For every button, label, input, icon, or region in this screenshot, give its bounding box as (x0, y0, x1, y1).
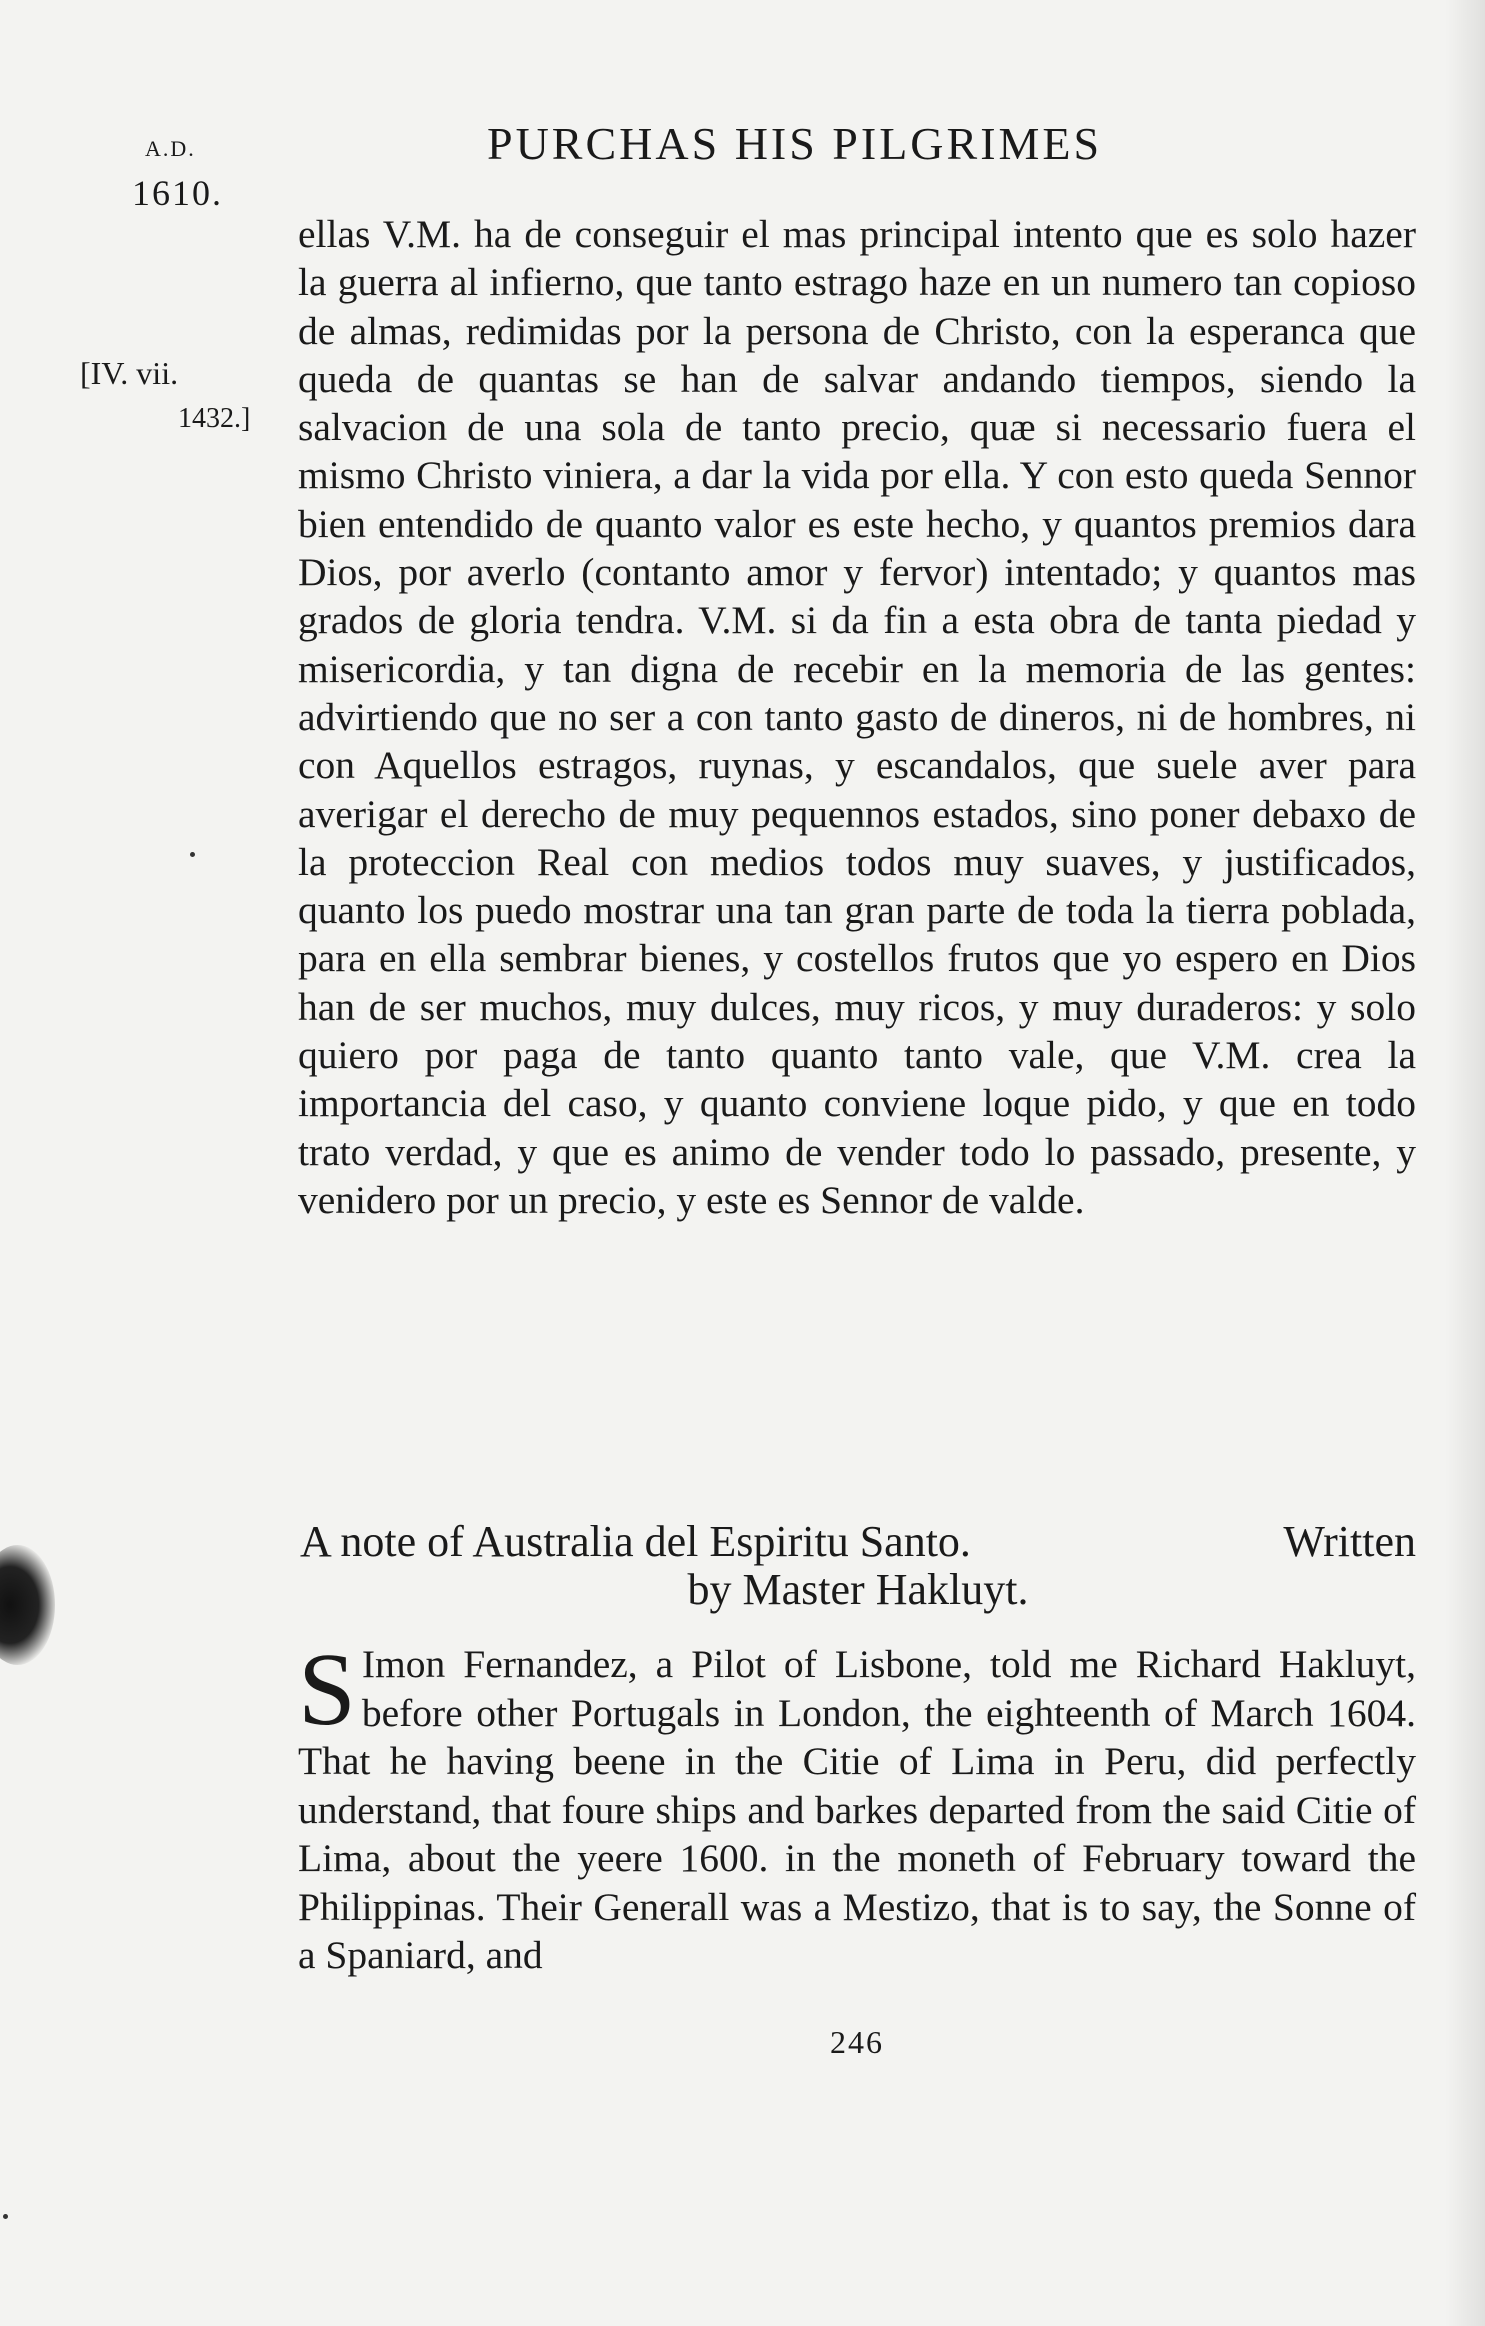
margin-year: 1610. (132, 173, 223, 213)
body-paragraph-1: ellas V.M. ha de conseguir el mas principal intento que es solo hazer la guerra al infierno, que tanto estrago haze en un numero tan copioso de almas, redimidas por la persona de Christo, con la esperanca que queda de quantas se han de salvar andando tiempos, siendo la salvacion de una sola de tanto precio, quæ si necessario fuera el mismo Christo viniera, a dar la vida por ella. Y con esto queda Sennor bien entendido de quanto valor es este hecho, y quantos premios dara Dios, por averlo (contanto amor y fervor) intentado; y quantos mas grados de gloria tendra. V.M. si da fin a esta obra de tanta piedad y misericordia, y tan digna de recebir en la memoria de las gentes: advirtiendo que no ser a con tanto gasto de dineros, ni de hombres, ni con Aquellos estragos, ruynas, y escandalos, que suele aver para averigar el derecho de muy pequennos estados, sino poner debaxo de la proteccion Real con medios todos muy suaves, y justificados, quanto los puedo mostrar una tan gran parte de toda la tierra poblada, para en ella sembrar bienes, y costellos frutos que yo espero en Dios han de ser muchos, muy dulces, muy ricos, y muy duraderos: y solo quiero por paga de tanto quanto tanto vale, que V.M. crea la importancia del caso, y quanto conviene loque pido, y que en todo trato verdad, y que es animo de vender todo lo passado, presente, y venidero por un precio, y este es Sennor de valde. (298, 212, 1416, 1222)
margin-reference-volume: [IV. vii. (80, 355, 179, 391)
margin-anno-domini: A.D. (145, 136, 196, 161)
body-paragraph-2-text: Imon Fernandez, a Pilot of Lisbone, told me Richard Hakluyt, before other Portugals in London, the eighteenth of March 1604. That he having beene in the Citie of Lima in Peru, did perfectly understand, that foure ships and barkes departed from the said Citie of Lima, about the yeere 1600. in the moneth of February toward the Philippinas. Their Generall was a Mestizo, that is to say, the Sonne of a Spaniard, and (298, 1642, 1416, 1977)
scan-smudge (0, 1545, 55, 1665)
margin-speck (3, 2214, 8, 2219)
page-number: 246 (830, 2024, 884, 2060)
page-edge-shadow (1445, 0, 1485, 2326)
margin-reference-page: 1432.] (178, 403, 251, 434)
running-head-title: PURCHAS HIS PILGRIMES (487, 118, 1103, 169)
drop-cap: S (298, 1632, 356, 1747)
body-paragraph-2 (298, 1632, 1416, 1980)
section-heading-written: Written (1283, 1517, 1416, 1566)
margin-speck (190, 852, 195, 857)
section-heading-line-1 (300, 1518, 1416, 1566)
section-heading-author: by Master Hakluyt. (687, 1565, 1029, 1614)
section-heading (300, 1518, 1416, 1614)
section-heading-title: A note of Australia del Espiritu Santo. (300, 1517, 971, 1566)
